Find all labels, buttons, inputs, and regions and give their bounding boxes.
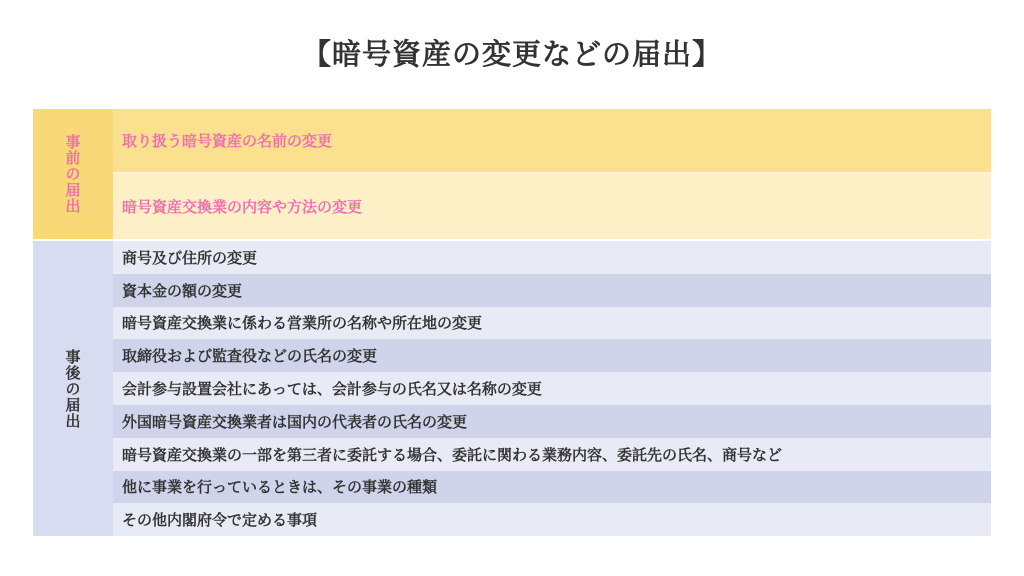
pre-notification-rows (113, 109, 991, 239)
table-row: 会計参与設置会社にあっては、会計参与の氏名又は名称の変更 (113, 372, 991, 405)
table-row: 暗号資産交換業に係わる営業所の名称や所在地の変更 (113, 307, 991, 340)
notification-table (33, 109, 991, 536)
pre-notification-group (33, 109, 991, 239)
table-row: 取締役および監査役などの氏名の変更 (113, 339, 991, 372)
table-row: 外国暗号資産交換業者は国内の代表者の氏名の変更 (113, 405, 991, 438)
post-notification-label: 事後の届出 (33, 241, 113, 536)
page-title: 【暗号資産の変更などの届出】 (301, 37, 722, 71)
post-notification-rows (113, 241, 991, 536)
table-row: 暗号資産交換業の内容や方法の変更 (113, 174, 991, 239)
pre-notification-label: 事前の届出 (33, 109, 113, 239)
table-row: 取り扱う暗号資産の名前の変更 (113, 109, 991, 174)
table-row: 資本金の額の変更 (113, 274, 991, 307)
post-notification-group (33, 241, 991, 536)
table-row: 他に事業を行っているときは、その事業の種類 (113, 471, 991, 504)
table-row: 暗号資産交換業の一部を第三者に委託する場合、委託に関わる業務内容、委託先の氏名、商号など (113, 438, 991, 471)
table-row: その他内閣府令で定める事項 (113, 503, 991, 536)
table-row: 商号及び住所の変更 (113, 241, 991, 274)
